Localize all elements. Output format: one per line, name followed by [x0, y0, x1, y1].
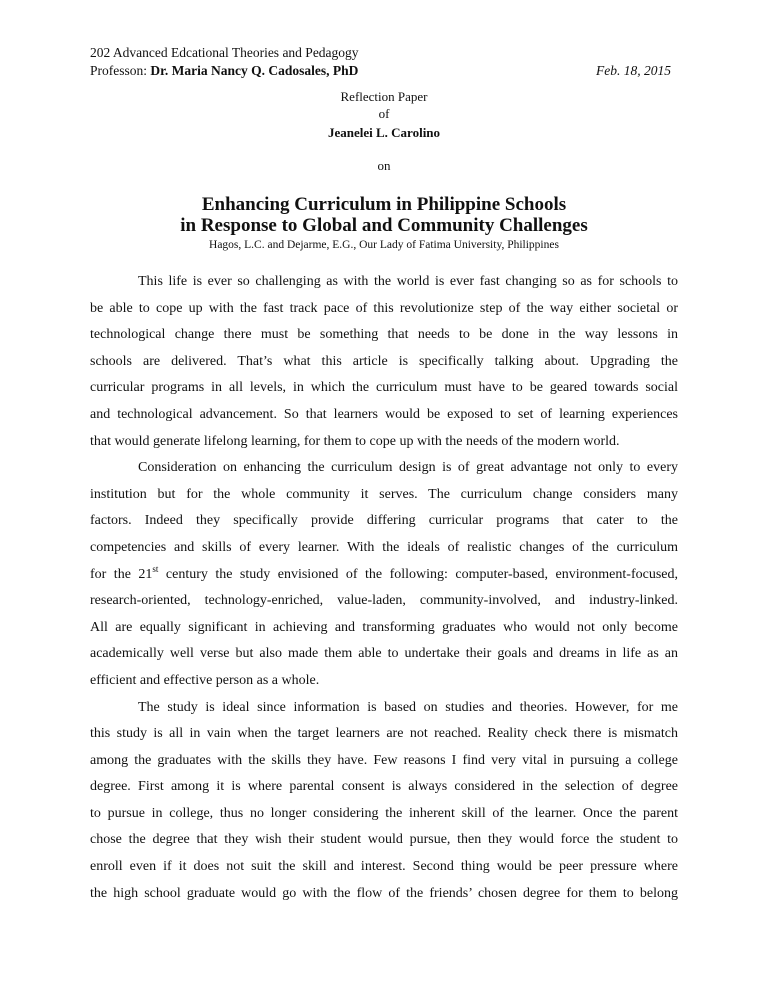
course-title: 202 Advanced Edcational Theories and Pedagogy	[90, 45, 359, 60]
body-line: be able to cope up with the fast track pace of this revolutionize step of the way either societal or	[90, 300, 678, 316]
professor-label: Professon:	[90, 63, 147, 78]
body-line-part: century the study envisioned of the following: computer-based, environment-focused,	[165, 566, 678, 582]
document-date: Feb. 18, 2015	[596, 63, 671, 78]
body-line: among the graduates with the skills they have. Few reasons I find very vital in pursuing a college	[90, 752, 678, 768]
body-line: All are equally significant in achieving and transforming graduates who would not only become	[90, 619, 678, 635]
body-line: curricular programs in all levels, in which the curriculum must have to be geared towards social	[90, 380, 678, 396]
body-line: factors. Indeed they specifically provide differing curricular programs that cater to the	[90, 513, 678, 529]
on-text: on	[377, 158, 391, 173]
body-line: the high school graduate would go with the flow of the friends’ chosen degree for them to belong	[90, 885, 678, 901]
professor-name: Dr. Maria Nancy Q. Cadosales, PhD	[150, 63, 359, 78]
body-line: competencies and skills of every learner. With the ideals of realistic changes of the curriculum	[90, 539, 678, 555]
body-line: to pursue in college, thus no longer considering the inherent skill of the learner. Once the parent	[90, 805, 678, 821]
body-line: This life is ever so challenging as with the world is ever fast changing so as for schools to	[138, 274, 678, 289]
body-line: and technological advancement. So that learners would be exposed to set of learning experiences	[90, 406, 678, 422]
body-line: this study is all in vain when the target learners are not reached. Reality check there is mismatch	[90, 726, 678, 742]
article-title-line2: in Response to Global and Community Challenges	[180, 215, 588, 236]
body-line: degree. First among it is where parental consent is always considered in the selection of degree	[90, 779, 678, 795]
body-line: chose the degree that they wish their student would pursue, then they would force the student to	[90, 832, 678, 848]
reflection-body	[90, 269, 678, 907]
body-line: research-oriented, technology-enriched, value-laden, community-involved, and industry-linked.	[90, 593, 678, 609]
body-line: institution but for the whole community it serves. The curriculum change considers many	[90, 486, 678, 502]
body-line: The study is ideal since information is based on studies and theories. However, for me	[138, 699, 678, 715]
article-authors: Hagos, L.C. and Dejarme, E.G., Our Lady of Fatima University, Philippines	[209, 239, 559, 251]
body-line: that would generate lifelong learning, for them to cope up with the needs of the modern world.	[90, 433, 620, 449]
body-line-part: for the 21	[90, 566, 153, 582]
body-line: enroll even if it does not suit the skill and interest. Second thing would be peer pressure where	[90, 859, 678, 875]
body-line: Consideration on enhancing the curriculum design is of great advantage not only to every	[138, 460, 678, 476]
article-title-line1: Enhancing Curriculum in Philippine Schools	[201, 194, 567, 215]
professor-line	[90, 62, 358, 79]
superscript-st: st	[152, 563, 159, 574]
body-line: efficient and effective person as a whole.	[90, 672, 320, 688]
author-name: Jeanelei L. Carolino	[327, 125, 441, 140]
body-line: academically well verse but also made them able to undertake their goals and dreams in life as an	[90, 646, 678, 662]
body-line-with-superscript	[90, 562, 678, 589]
of-text: of	[378, 106, 390, 121]
paper-type: Reflection Paper	[340, 89, 428, 104]
body-line: technological change there must be something that needs to be done in the way lessons in	[90, 327, 678, 343]
body-line: schools are delivered. That’s what this article is specifically talking about. Upgrading the	[90, 353, 678, 369]
